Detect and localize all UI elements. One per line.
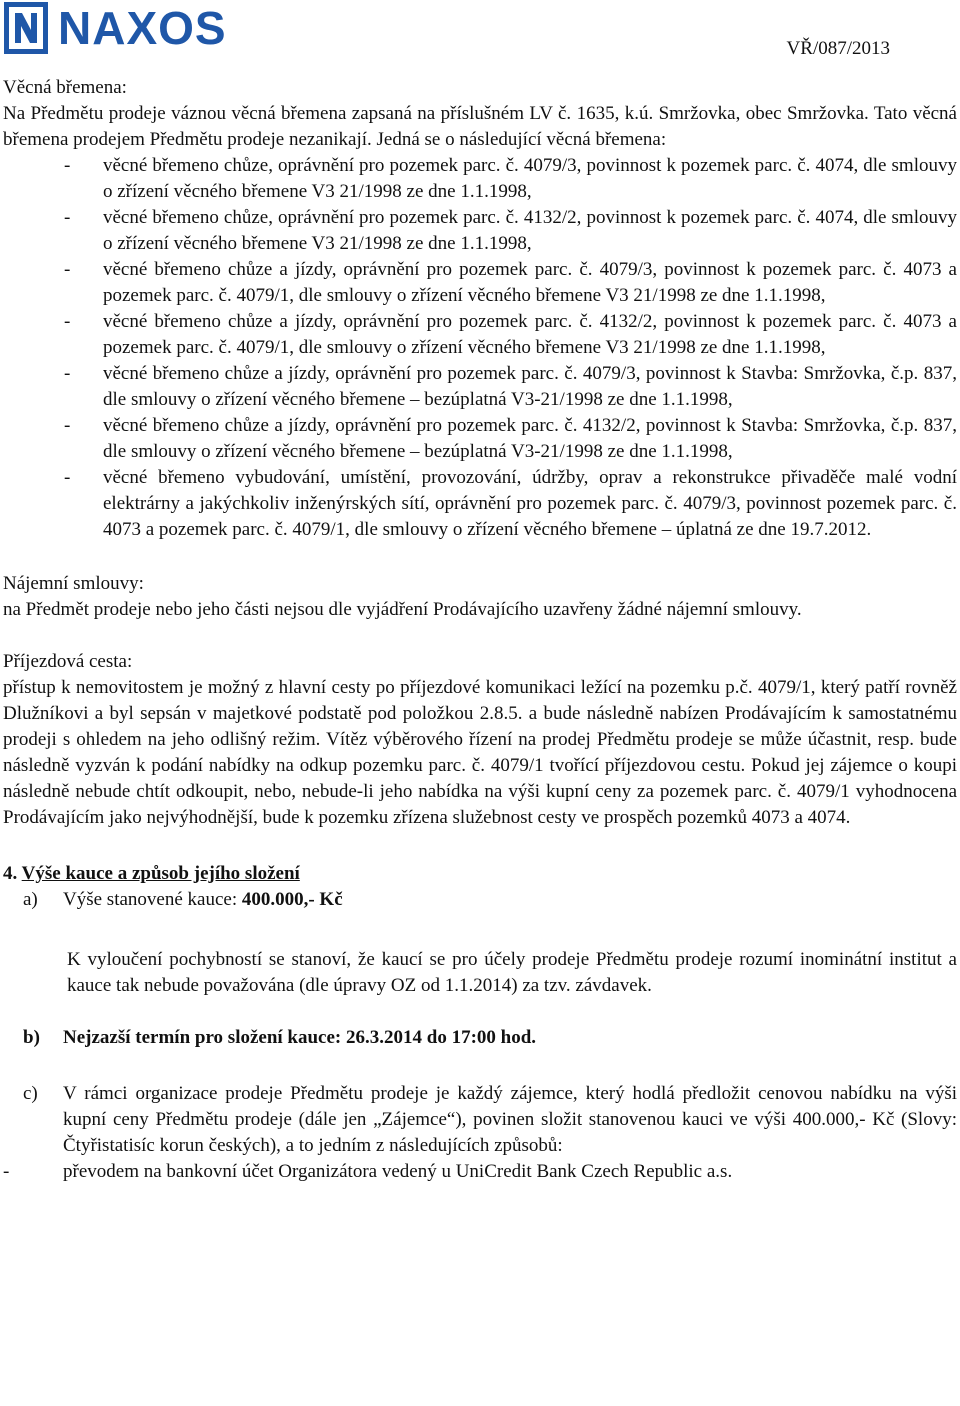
list-item-text: věcné břemeno chůze, oprávnění pro pozemek parc. č. 4132/2, povinnost k pozemek parc. č. 4074, dle smlouvy o zřízení věcného břemene V3 21/1998 ze dne 1.1.1998, (103, 207, 957, 254)
item-c-text: V rámci organizace prodeje Předmětu prodeje je každý zájemce, který hodlá předložit cenovou nabídku na výši kupní ceny Předmětu prodeje (dále jen „Zájemce“), povinen složit stanovenou kauci ve výši 400.000,- Kč (Slovy: Čtyřistatisíc korun českých), a to jedním z následujících způsobů: (63, 1083, 957, 1156)
access-heading: Příjezdová cesta: (3, 651, 133, 672)
list-item-text: věcné břemeno chůze a jízdy, oprávnění pro pozemek parc. č. 4079/3, povinnost k pozemek parc. č. 4073 a pozemek parc. č. 4079/1, dle smlouvy o zřízení věcného břemene V3 21/1998 ze dne 1.1.1998, (103, 259, 957, 306)
access-text: přístup k nemovitostem je možný z hlavní cesty po příjezdové komunikaci ležící na pozemku p.č. 4079/1, který patří rovněž Dlužníkovi a byl sepsán v majetkové podstatě pod položkou 2.8.5. a bude následně nabízen Prodávajícím k samostatnému prodeji s ohledem na jeho odlišný režim. Vítěz výběrového řízení na prodej Předmětu prodeje se může účastnit, resp. bude následně vyzván k podání nabídky na odkup pozemku parc. č. 4079/1 tvořící příjezdovou cestu. Pokud jej zájemce o koupi následně nebude chtít odkoupit, nebo, nebude-li jeho nabídka na výši kupní ceny za pozemek parc. č. 4079/1 vyhodnocena Prodávajícím jako nejvýhodnější, bude k pozemku zřízena služebnost cesty ve prospěch pozemků 4073 a 4074. (3, 677, 957, 828)
item-c-label: c) (23, 1083, 38, 1104)
list-item: - věcné břemeno chůze a jízdy, oprávnění pro pozemek parc. č. 4079/3, povinnost k pozemek parc. č. 4073 a pozemek parc. č. 4079/1, dle smlouvy o zřízení věcného břemene V3 21/1998 ze dne 1.1.1998, (64, 259, 957, 306)
item-c-subitem-text: převodem na bankovní účet Organizátora vedený u UniCredit Bank Czech Republic a.s. (63, 1161, 733, 1182)
item-a-note: K vyloučení pochybností se stanoví, že kaucí se pro účely prodeje Předmětu prodeje rozumí inominátní institut a kauce tak nebude považována (dle úpravy OZ od 1.1.2014) za tzv. závdavek. (67, 949, 957, 996)
item-c-subitem: - převodem na bankovní účet Organizátora vedený u UniCredit Bank Czech Republic a.s. (3, 1161, 733, 1182)
naxos-logo-icon (4, 2, 48, 54)
item-b-text: Nejzazší termín pro složení kauce: 26.3.2014 do 17:00 hod. (63, 1027, 537, 1048)
document-reference: VŘ/087/2013 (786, 38, 890, 59)
list-item: - věcné břemeno chůze a jízdy, oprávnění pro pozemek parc. č. 4132/2, povinnost k pozemek parc. č. 4073 a pozemek parc. č. 4079/1, dle smlouvy o zřízení věcného břemene V3 21/1998 ze dne 1.1.1998, (64, 311, 957, 358)
item-c (3, 1081, 957, 1159)
page-header (0, 0, 960, 62)
list-item-text: věcné břemeno chůze a jízdy, oprávnění pro pozemek parc. č. 4079/3, povinnost k Stavba: Smržovka, č.p. 837, dle smlouvy o zřízení věcného břemene – bezúplatná V3-21/1998 ze dne 1.1.1998, (103, 363, 957, 410)
list-item-text: věcné břemeno vybudování, umístění, provozování, údržby, oprav a rekonstrukce přivaděče malé vodní elektrárny a jakýchkoliv inženýrských sítí, oprávnění pro pozemek parc. č. 4079/3, povinnost pozemek parc. č. 4073 a pozemek parc. č. 4079/1, dle smlouvy o zřízení věcného břemene – úplatná ze dne 19.7.2012. (103, 467, 957, 540)
list-item: - věcné břemeno chůze, oprávnění pro pozemek parc. č. 4132/2, povinnost k pozemek parc. č. 4074, dle smlouvy o zřízení věcného břemene V3 21/1998 ze dne 1.1.1998, (64, 207, 957, 254)
burdens-list (3, 153, 957, 543)
lease-heading: Nájemní smlouvy: (3, 573, 144, 594)
item-a-label: a) (23, 889, 38, 910)
naxos-logo (4, 2, 227, 54)
list-item-text: věcné břemeno chůze a jízdy, oprávnění pro pozemek parc. č. 4132/2, povinnost k Stavba: Smržovka, č.p. 837, dle smlouvy o zřízení věcného břemene – bezúplatná V3-21/1998 ze dne 1.1.1998, (103, 415, 957, 462)
list-item-text: věcné břemeno chůze a jízdy, oprávnění pro pozemek parc. č. 4132/2, povinnost k pozemek parc. č. 4073 a pozemek parc. č. 4079/1, dle smlouvy o zřízení věcného břemene V3 21/1998 ze dne 1.1.1998, (103, 311, 957, 358)
list-item: - věcné břemeno chůze, oprávnění pro pozemek parc. č. 4079/3, povinnost k pozemek parc. č. 4074, dle smlouvy o zřízení věcného břemene V3 21/1998 ze dne 1.1.1998, (64, 155, 957, 202)
document-body (3, 75, 957, 1185)
list-item: - věcné břemeno vybudování, umístění, provozování, údržby, oprav a rekonstrukce přivaděče malé vodní elektrárny a jakýchkoliv inženýrských sítí, oprávnění pro pozemek parc. č. 4079/3, povinnost pozemek parc. č. 4073 a pozemek parc. č. 4079/1, dle smlouvy o zřízení věcného břemene – úplatná ze dne 19.7.2012. (64, 467, 957, 540)
deposit-amount: 400.000,- Kč (241, 889, 343, 910)
burdens-intro: Na Předmětu prodeje váznou věcná břemena zapsaná na příslušném LV č. 1635, k.ú. Smržovka, obec Smržovka. Tato věcná břemena prodejem Předmětu prodeje nezanikají. Jedná se o následující věcná břemena: (3, 103, 957, 150)
section-4-title: Výše kauce a způsob jejího složení (21, 863, 300, 884)
logo-wordmark: NAXOS (58, 2, 227, 54)
section-4-heading (3, 861, 957, 887)
lease-text: na Předmět prodeje nebo jeho části nejsou dle vyjádření Prodávajícího uzavřeny žádné nájemní smlouvy. (3, 599, 802, 620)
item-a-text: Výše stanovené kauce: (63, 889, 242, 910)
list-item: - věcné břemeno chůze a jízdy, oprávnění pro pozemek parc. č. 4132/2, povinnost k Stavba: Smržovka, č.p. 837, dle smlouvy o zřízení věcného břemene – bezúplatná V3-21/1998 ze dne 1.1.1998, (64, 415, 957, 462)
list-item: - věcné břemeno chůze a jízdy, oprávnění pro pozemek parc. č. 4079/3, povinnost k Stavba: Smržovka, č.p. 837, dle smlouvy o zřízení věcného břemene – bezúplatná V3-21/1998 ze dne 1.1.1998, (64, 363, 957, 410)
item-a (3, 887, 957, 913)
item-b (3, 1025, 957, 1051)
section-4-number: 4. (3, 863, 18, 884)
list-item-text: věcné břemeno chůze, oprávnění pro pozemek parc. č. 4079/3, povinnost k pozemek parc. č. 4074, dle smlouvy o zřízení věcného břemene V3 21/1998 ze dne 1.1.1998, (103, 155, 957, 202)
item-b-label: b) (23, 1027, 40, 1048)
burdens-heading: Věcná břemena: (3, 77, 127, 98)
